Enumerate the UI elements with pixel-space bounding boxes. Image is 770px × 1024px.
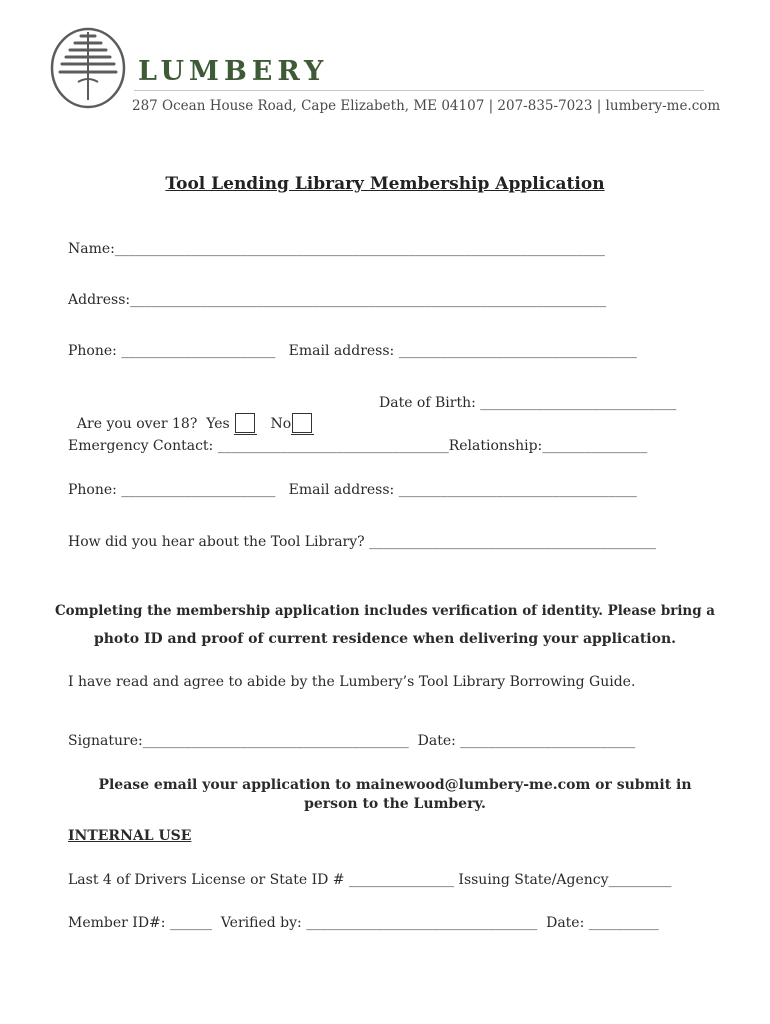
header-contact-line: 287 Ocean House Road, Cape Elizabeth, ME 04107 | 207-835-7023 | lumbery-me.com (132, 98, 721, 114)
age-question-row (68, 393, 314, 435)
no-checkbox-wrap[interactable] (291, 413, 314, 435)
agreement-statement: I have read and agree to abide by the Lumbery’s Tool Library Borrowing Guide. (68, 674, 636, 690)
header-divider (134, 90, 704, 91)
identity-notice-line-2: photo ID and proof of current residence when delivering your application. (93, 631, 677, 647)
yes-checkbox[interactable] (235, 413, 255, 433)
name-field[interactable]: Name:______________________________________________________________________ (68, 241, 605, 257)
signature-date-row[interactable]: Signature:______________________________________ Date: _________________________ (68, 733, 636, 749)
member-id-row[interactable]: Member ID#: ______ Verified by: _________________________________ Date: __________ (68, 915, 659, 931)
submit-instructions-line-1: Please email your application to mainewood@lumbery-me.com or submit in (98, 777, 692, 793)
form-title: Tool Lending Library Membership Application (165, 174, 605, 194)
no-label: No (257, 416, 292, 432)
date-of-birth-field[interactable]: Date of Birth: ____________________________ (379, 395, 677, 411)
emergency-contact-row[interactable]: Emergency Contact: _________________________________Relationship:_______________ (68, 438, 648, 454)
phone-email-row[interactable]: Phone: ______________________ Email address: __________________________________ (68, 343, 637, 359)
emergency-phone-email-row[interactable]: Phone: ______________________ Email address: __________________________________ (68, 482, 637, 498)
submit-instructions-line-2: person to the Lumbery. (304, 796, 486, 812)
referral-question-field[interactable]: How did you hear about the Tool Library? _________________________________________ (68, 534, 657, 550)
license-row[interactable]: Last 4 of Drivers License or State ID # _______________ Issuing State/Agency_________ (68, 872, 672, 888)
over-18-label: Are you over 18? Yes (76, 416, 235, 432)
lumbery-tree-logo-icon (48, 26, 128, 110)
no-checkbox[interactable] (292, 413, 312, 433)
yes-checkbox-wrap[interactable] (234, 413, 257, 435)
brand-name: LUMBERY (138, 56, 329, 87)
identity-notice-line-1: Completing the membership application includes verification of identity. Please bring a (54, 603, 715, 619)
address-field[interactable]: Address:____________________________________________________________________ (68, 292, 607, 308)
internal-use-heading: INTERNAL USE (68, 828, 192, 844)
